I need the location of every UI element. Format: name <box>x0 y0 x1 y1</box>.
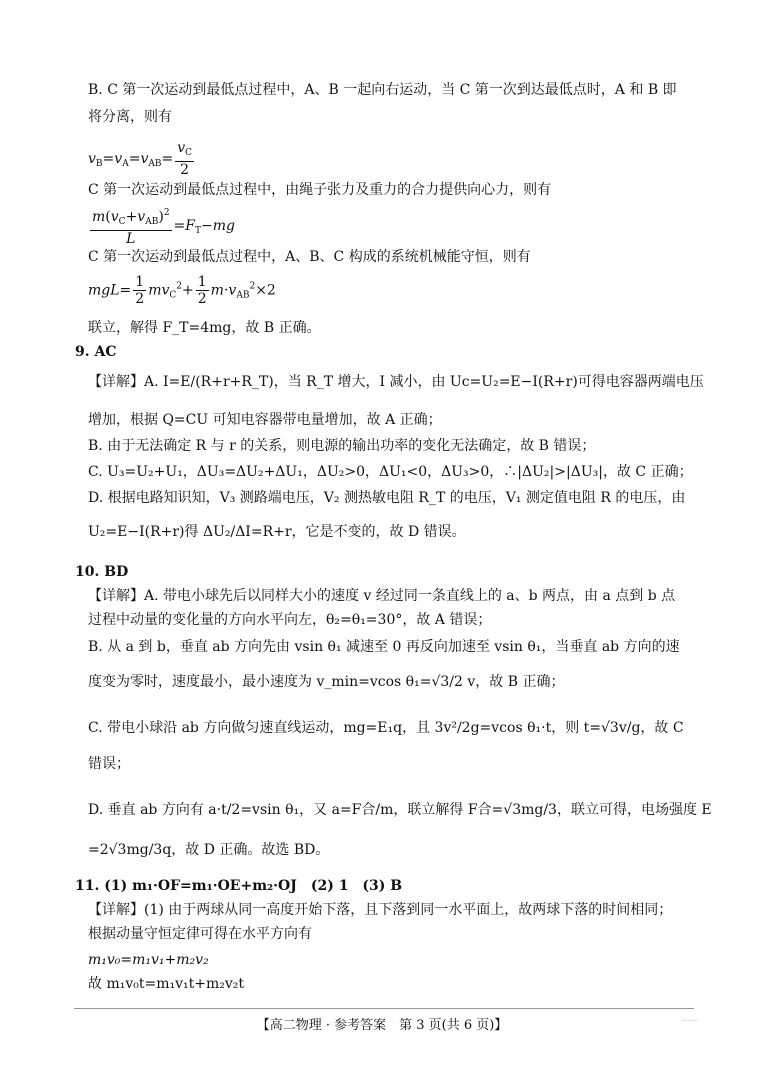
text-line: C 第一次运动到最低点过程中，由绳子张力及重力的合力提供向心力，则有 <box>88 182 552 198</box>
text-line: 度变为零时，速度最小，最小速度为 v_min=vcos θ₁=√3/2 v，故 B 正确； <box>88 674 565 690</box>
text-line: 【详解】A. 带电小球先后以同样大小的速度 v 经过同一条直线上的 a、b 两点，由 a 点到 b 点 <box>88 588 676 604</box>
text-line: C. U₃=U₂+U₁，ΔU₃=ΔU₂+ΔU₁，ΔU₂>0，ΔU₁<0，ΔU₃>0，∴|ΔU₂|>|ΔU₃|，故 C 正确； <box>88 464 693 480</box>
footer-divider <box>74 1008 694 1009</box>
text-line: 联立，解得 F_T=4mg，故 B 正确。 <box>88 320 321 336</box>
text-line: B. 由于无法确定 R 与 r 的关系，则电源的输出功率的变化无法确定，故 B 错误； <box>88 438 596 454</box>
equation-energy: mgL= $\frac{1}{2}$ $mv_C^2+$ $\frac{1}{2}$ $m\cdot v_{AB}^2\times 2$ <box>88 274 276 307</box>
text-line: D. 垂直 ab 方向有 a·t/2=vsin θ₁，又 a=F合/m，联立解得 F合=√3mg/3，联立可得，电场强度 E <box>88 802 712 818</box>
question-10-answer: 10. BD <box>75 564 129 580</box>
text-line: 过程中动量的变化量的方向水平向左，θ₂=θ₁=30°，故 A 错误； <box>88 612 492 628</box>
text-line: C. 带电小球沿 ab 方向做匀速直线运动，mg=E₁q，且 3v²/2g=vcos θ₁·t，则 t=√3v/g，故 C <box>88 720 684 736</box>
text-line: D. 根据电路知识知，V₃ 测路端电压，V₂ 测热敏电阻 R_T 的电压，V₁ 测定值电阻 R 的电压，由 <box>88 490 686 506</box>
question-9-answer: 9. AC <box>75 344 117 360</box>
footer-dots: ...... <box>682 1014 700 1024</box>
question-11-answer: 11. (1) m₁·OF=m₁·OE+m₂·OJ (2) 1 (3) B <box>75 878 403 894</box>
text-line: B. 从 a 到 b，垂直 ab 方向先由 vsin θ₁ 减速至 0 再反向加速至 vsin θ₁，当垂直 ab 方向的速 <box>88 639 680 655</box>
text-line: 增加，根据 Q=CU 可知电容器带电量增加，故 A 正确； <box>88 412 442 428</box>
text-line: 根据动量守恒定律可得在水平方向有 <box>88 926 312 942</box>
text-line: 错误； <box>88 756 130 772</box>
equation-momentum: m₁v₀=m₁v₁+m₂v₂ <box>88 952 209 968</box>
text-line: 将分离，则有 <box>88 109 172 125</box>
equation-tension: $\frac{m(v_C+v_{AB})^2}{L}$ $=F_T-mg$ <box>88 205 235 247</box>
page-footer: 【高二物理 · 参考答案 第 3 页(共 6 页)】 <box>256 1018 508 1033</box>
text-line: U₂=E−I(R+r)得 ΔU₂/ΔI=R+r，它是不变的，故 D 错误。 <box>88 524 466 540</box>
text-line: =2√3mg/3q，故 D 正确。故选 BD。 <box>88 842 330 858</box>
text-line: 【详解】A. I=E/(R+r+R_T)，当 R_T 增大，I 减小，由 Uc=U₂=E−I(R+r)可得电容器两端电压 <box>88 374 704 390</box>
equation-vb: $v_B=v_A=v_{AB}=$ $\frac{v_C}{2}$ <box>88 140 193 178</box>
equation-momentum-time: 故 m₁v₀t=m₁v₁t+m₂v₂t <box>88 976 245 992</box>
text-line: B. C 第一次运动到最低点过程中，A、B 一起向右运动，当 C 第一次到达最低点时，A 和 B 即 <box>88 82 677 98</box>
text-line: C 第一次运动到最低点过程中，A、B、C 构成的系统机械能守恒，则有 <box>88 249 531 265</box>
text-line: 【详解】(1) 由于两球从同一高度开始下落，且下落到同一水平面上，故两球下落的时间相同； <box>88 902 673 918</box>
